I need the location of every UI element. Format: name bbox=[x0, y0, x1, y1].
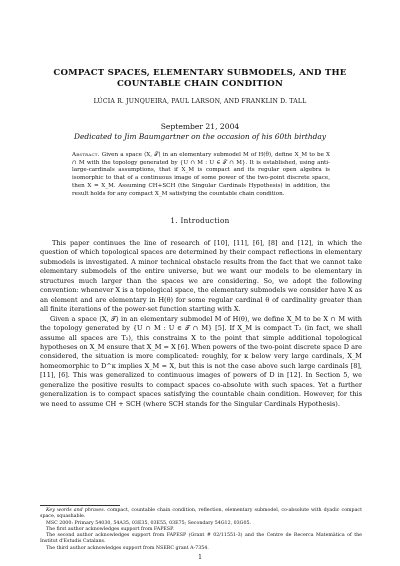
footnote-ack-1: The first author acknowledges support from FAPESP. bbox=[46, 526, 174, 532]
section-heading: 1. Introduction bbox=[170, 216, 230, 225]
body-paragraph-1: This paper continues the line of research of [10], [11], [6], [8] and [12], in which the question of which topological spaces are determined by their compact reflections in elementary submodels is investigated. A minor technical obstacle results from the fact that we cannot take elementary submodels of the entire universe, but we want our models to be elementary in structures much larger than the spaces we are considering. So, we adopt the following convention: whenever X is a topological space, the elementary submodels we consider have X as an element and are elementary in H(θ) for some regular cardinal θ of cardinality greater than all finite iterations of the power-set function starting with X. bbox=[40, 239, 362, 314]
paper-title-line-2: COUNTABLE CHAIN CONDITION bbox=[116, 79, 284, 89]
keywords-text: compact, countable chain condition, reflection, elementary submodel, co-absolute with dyadic compact space, squashable. bbox=[40, 508, 362, 520]
footnote-ack-3: The third author acknowledges support from NSERC grant A-7354. bbox=[46, 545, 209, 551]
paper-dedication: Dedicated to Jim Baumgartner on the occasion of his 60th birthday bbox=[74, 132, 326, 141]
footnote-ack-2: The second author acknowledges support from FAPESP (Grant # 02/11551-3) and the Centre de Recerca Matemàtica of the Institut d'Estudis Catalans. bbox=[40, 533, 362, 545]
footnote-keywords bbox=[40, 508, 362, 521]
page-number: 1 bbox=[198, 554, 202, 561]
body-paragraph-2: Given a space ⟨X, 𝒯⟩ in an elementary submodel M of H(θ), we define X_M to be X ∩ M with the topology generated by {U ∩ M : U ∈ 𝒯 ∩ M} [5]. If X_M is compact T₂ (in fact, we shall assume all spaces are T₂), this constrains X to the point that simple additional topological hypotheses on X_M ensure that X_M = X [6]. When powers of the two-point discrete space D are considered, the situation is more complicated: roughly, for κ below very large cardinals, X_M homeomorphic to D^κ implies X_M = X, but this is not the case above such large cardinals [8], [11], [6]. This was generalized to continuous images of powers of D in [12]. In Section 5, we generalize the positive results to compact spaces co-absolute with such spaces. Yet a further generalization is to compact spaces satisfying the countable chain condition. However, for this we need to assume CH + SCH (where SCH stands for the Singular Cardinals Hypothesis). bbox=[40, 314, 362, 408]
abstract-text: Given a space ⟨X, 𝒯⟩ in an elementary submodel M of H(θ), define X_M to be X ∩ M with the topology generated by {U ∩ M : U ∈ 𝒯 ∩ M}. It is established, using anti-large-cardinals assumptions, that if X_M is compact and its regular open algebra is isomorphic to that of a continuous image of some power of the two-point discrete space, then X = X_M. Assuming CH+SCH (the Singular Cardinals Hypothesis) in addition, the result holds for any compact X_M satisfying the countable chain condition. bbox=[72, 152, 331, 197]
footnote-msc: MSC 2000: Primary 54030, 54A35, 03E35, 03E55, 03E75; Secondary 54G12, 03G05. bbox=[46, 520, 252, 526]
paper-authors: LÚCIA R. JUNQUEIRA, PAUL LARSON, AND FRANKLIN D. TALL bbox=[93, 98, 307, 105]
paper-date: September 21, 2004 bbox=[160, 122, 240, 131]
footnote-rule bbox=[40, 505, 120, 506]
abstract-label: Abstract. bbox=[72, 152, 100, 158]
footnotes bbox=[40, 508, 362, 552]
paper-title-line-1: COMPACT SPACES, ELEMENTARY SUBMODELS, AND THE bbox=[53, 68, 347, 78]
body-text bbox=[40, 239, 362, 409]
abstract bbox=[72, 152, 330, 198]
keywords-label: Key words and phrases. bbox=[46, 508, 106, 513]
